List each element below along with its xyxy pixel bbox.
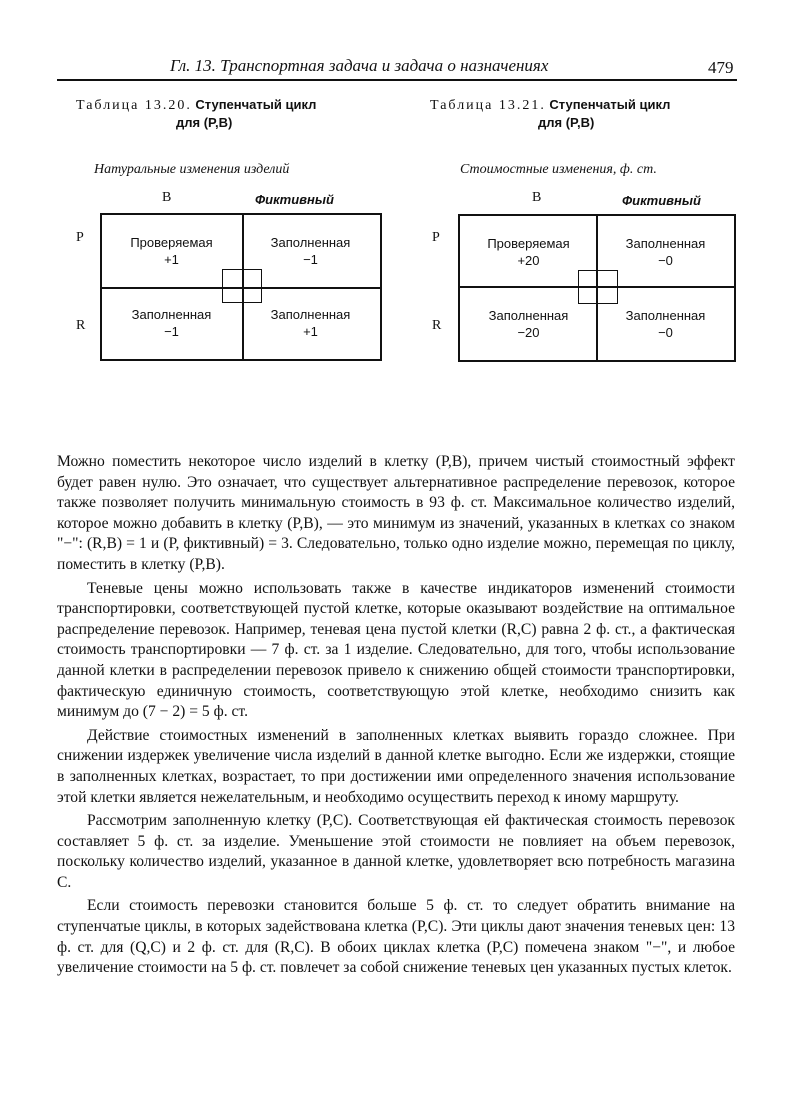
cell-status: Заполненная xyxy=(270,307,351,322)
body-text xyxy=(57,452,735,979)
caption-line2: для (P,B) xyxy=(176,115,233,130)
cell-value: −1 xyxy=(164,324,179,339)
cell-value: +1 xyxy=(303,324,318,339)
paragraph: Если стоимость перевозки становится больше 5 ф. ст. то следует обратить внимание на ступенчатые циклы, в которых задействована клетка (P,C). Эти циклы дают значения теневых цен: 13 ф. ст. для (Q,C) и 2 ф. ст. для (R,C). В обоих циклах клетка (P,C) помечена знаком "−", и любое увеличение стоимости на 5 ф. ст. повлечет за собой снижение теневых цен указанных пустых клеток. xyxy=(57,897,735,977)
caption-title: Ступенчатый цикл xyxy=(195,97,317,112)
step-cycle-grid xyxy=(100,213,382,361)
paragraph: Рассмотрим заполненную клетку (P,C). Соответствующая ей фактическая стоимость перевозок составляет 5 ф. ст. за изделие. Уменьшение этой стоимости не повлияет на объем перевозок, поскольку количество изделий, указанное в данной клетке, удовлетворяет всю потребность магазина C. xyxy=(57,812,735,891)
page-number: 479 xyxy=(708,58,734,77)
step-cycle-grid xyxy=(458,214,736,362)
caption-label: Таблица 13.20. xyxy=(76,98,192,113)
row-label-p: P xyxy=(432,230,440,245)
caption-line2: для (P,B) xyxy=(538,115,595,130)
table-subtitle: Натуральные изменения изделий xyxy=(94,162,290,177)
cell-r-b xyxy=(460,288,597,360)
cycle-marker xyxy=(578,270,618,304)
cell-p-b xyxy=(460,216,597,288)
cell-value: +20 xyxy=(517,253,540,268)
cell-status: Заполненная xyxy=(488,308,569,323)
table-caption-13-20 xyxy=(76,96,376,131)
cycle-marker xyxy=(222,269,262,303)
caption-title: Ступенчатый цикл xyxy=(549,97,671,112)
cell-value: −20 xyxy=(517,325,540,340)
cell-value: −0 xyxy=(658,325,673,340)
cell-status: Заполненная xyxy=(270,235,351,250)
column-label-fictitious: Фиктивный xyxy=(255,192,334,207)
table-subtitle: Стоимостные изменения, ф. ст. xyxy=(460,162,657,177)
cell-status: Проверяемая xyxy=(487,236,570,251)
cell-value: −1 xyxy=(303,252,318,267)
running-header-title: Гл. 13. Транспортная задача и задача о назначениях xyxy=(170,56,549,75)
column-label-fictitious: Фиктивный xyxy=(622,193,701,208)
cell-status: Заполненная xyxy=(625,236,706,251)
cell-status: Проверяемая xyxy=(130,235,213,250)
column-label-b: B xyxy=(532,190,542,205)
paragraph: Можно поместить некоторое число изделий в клетку (P,B), причем чистый стоимостный эффект будет равен нулю. Это означает, что существует альтернативное распределение перевозок, которое также позволяет получить минимальную стоимость в 93 ф. ст. Максимальное количество изделий, которое можно добавить в клетку (P,B), — это минимум из значений, указанных в клетках со знаком "−": (R,B) = 1 и (P, фиктивный) = 3. Следовательно, только одно изделие можно, перемещая по циклу, поместить в клетку (P,B). xyxy=(57,453,735,573)
header-rule xyxy=(57,79,737,81)
cell-status: Заполненная xyxy=(131,307,212,322)
cell-value: −0 xyxy=(658,253,673,268)
cell-status: Заполненная xyxy=(625,308,706,323)
row-label-p: P xyxy=(76,230,84,245)
column-label-b: B xyxy=(162,190,172,205)
table-caption-13-21 xyxy=(430,96,760,131)
caption-label: Таблица 13.21. xyxy=(430,98,546,113)
cell-value: +1 xyxy=(164,252,179,267)
row-label-r: R xyxy=(76,318,86,333)
row-label-r: R xyxy=(432,318,442,333)
paragraph: Теневые цены можно использовать также в качестве индикаторов изменений стоимости транспортировки, соответствующей пустой клетке, которые оказывают воздействие на оптимальное распределение перевозок. Например, теневая цена пустой клетки (R,C) равна 2 ф. ст., а фактическая стоимость транспортировки — 7 ф. ст. за 1 изделие. Следовательно, для того, чтобы использование данной клетки в распределении перевозок привело к снижению общей стоимости транспортировки, фактическую единичную стоимость, соответствующую этой клетке, необходимо снизить как минимум до (7 − 2) = 5 ф. ст. xyxy=(57,579,735,721)
cell-p-b xyxy=(102,215,241,287)
cell-r-b xyxy=(102,287,241,359)
paragraph: Действие стоимостных изменений в заполненных клетках выявить гораздо сложнее. При снижении издержек увеличение числа изделий в данной клетке выгодно. Если же издержки, стоящие в заполненных клетках, возрастает, то при достижении ими определенного значения использование этой клетки является нежелательным, и необходимо осуществить переход к иному маршруту. xyxy=(57,726,735,806)
